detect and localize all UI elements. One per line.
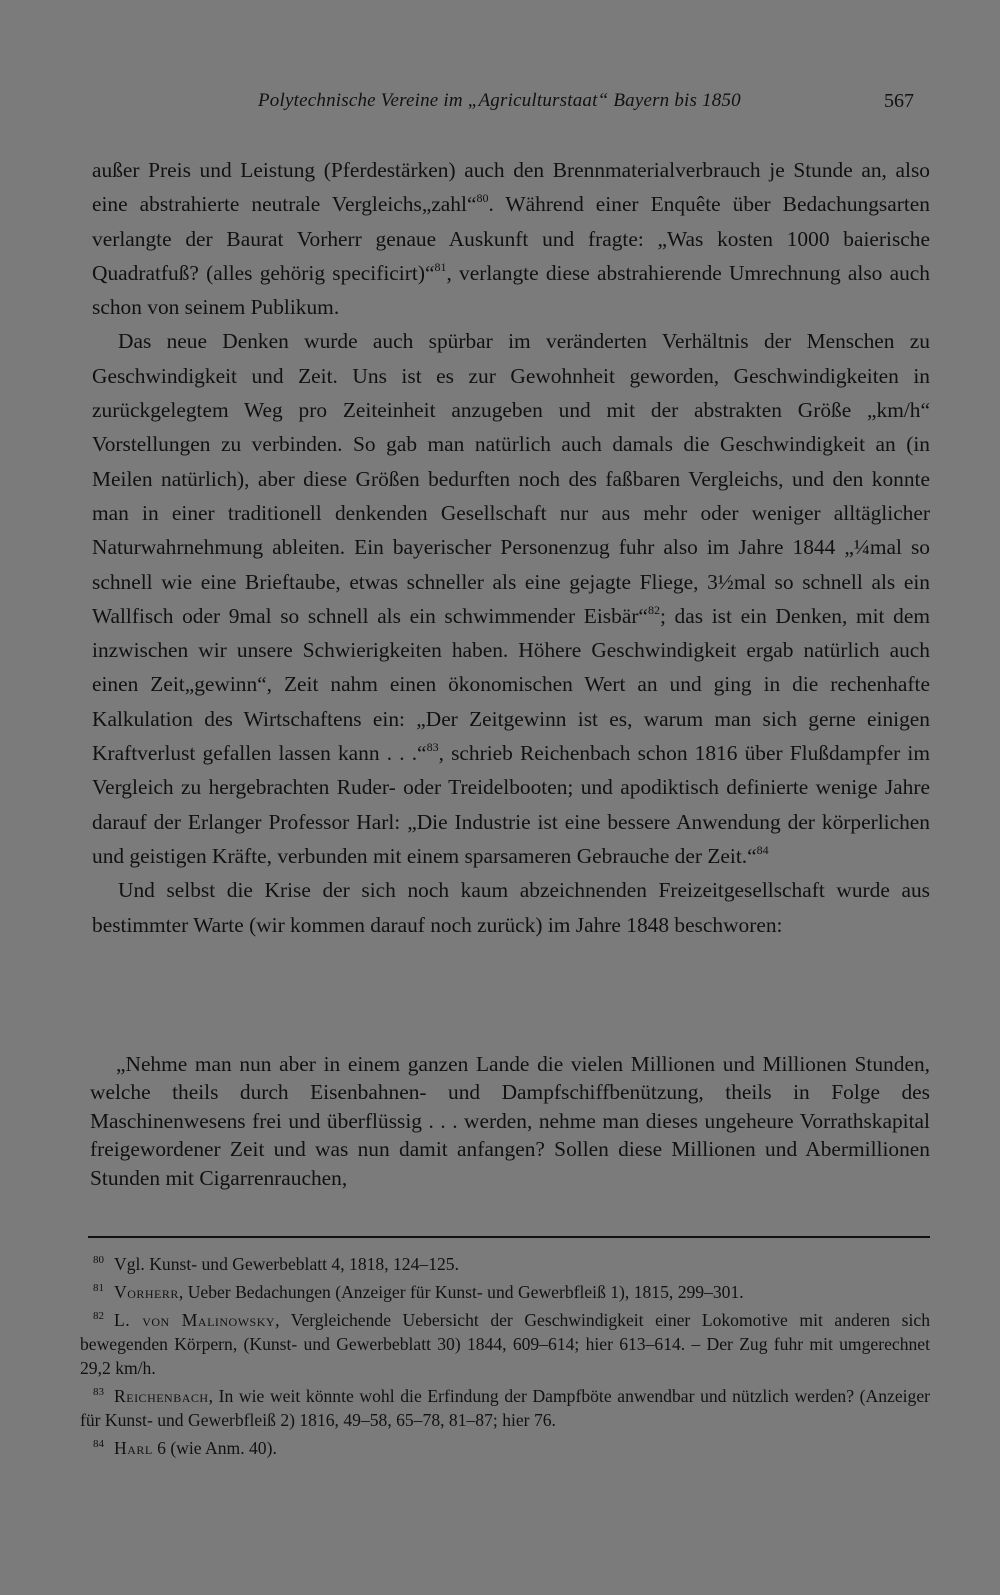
footnote-author: Reichenbach (114, 1386, 209, 1406)
footnote-text: Vgl. Kunst- und Gewerbeblatt 4, 1818, 124–125. (114, 1254, 459, 1274)
footnote-text: , Ueber Bedachungen (Anzeiger für Kunst- und Gewerbfleiß 1), 1815, 299–301. (178, 1282, 744, 1302)
footnote-author: Vorherr (114, 1282, 179, 1302)
footnote-text: , In wie weit könnte wohl die Erfindung der Dampfböte anwendbar und nützlich werden? (Anzeiger für Kunst- und Gewerbfleiß 2) 1816, 49–58, 65–78, 81–87; hier 76. (80, 1386, 930, 1430)
paragraph-1-text-c: , verlangte diese abstrahierende Umrechnung also auch schon von seinem Publikum. (92, 260, 930, 320)
page-number: 567 (884, 90, 914, 112)
footnote-text: 6 (wie Anm. 40). (152, 1438, 277, 1458)
footnote-ref-82[interactable]: 82 (647, 602, 660, 617)
paragraph-2-text-a: Das neue Denken wurde auch spürbar im veränderten Verhältnis der Menschen zu Geschwindigkeit und Zeit. Uns ist es zur Gewohnheit geworden, Geschwindigkeiten in zurückgelegtem Weg pro Zeiteinheit anzugeben und mit der abstrakten Größe „km/h“ Vorstellungen zu verbinden. So gab man natürlich auch damals die Geschwindigkeit an (in Meilen natürlich), aber diese Größen bedurften noch des faßbaren Vergleichs, und den konnte man in einer traditionell denkenden Gesellschaft nur aus mehr oder weniger alltäglicher Naturwahrnehmung ableiten. Ein bayerischer Personenzug fuhr also im Jahre 1844 „¼mal so schnell wie eine Brieftaube, etwas schneller als eine gejagte Fliege, 3½mal so schnell als ein Wallfisch oder 9mal so schnell als ein schwimmender Eisbär“ (92, 329, 930, 628)
footnote-ref-84[interactable]: 84 (756, 842, 769, 857)
paragraph-1-text-b: . Während einer Enquête über Bedachungsarten verlangte der Baurat Vorherr genaue Auskunft und fragte: „Was kosten 1000 baierische Quadratfuß? (alles gehörig specificirt)“ (92, 192, 930, 285)
footnote-author: L. von Malinowsky (114, 1310, 276, 1330)
footnote-divider (88, 1236, 930, 1238)
footnotes (80, 1252, 930, 1464)
paragraph-3: Und selbst die Krise der sich noch kaum abzeichnenden Freizeitgesellschaft wurde aus bestimmter Warte (wir kommen darauf noch zurück) im Jahre 1848 beschworen: (92, 878, 930, 937)
running-title: Polytechnische Vereine im „Agriculturstaat“ Bayern bis 1850 (258, 90, 741, 111)
footnote-84: 84 Harl 6 (wie Anm. 40). (93, 1438, 277, 1458)
footnote-ref-83[interactable]: 83 (426, 739, 439, 754)
paragraph-2-text-b: ; das ist ein Denken, mit dem inzwischen wir unsere Schwierigkeiten haben. Höhere Geschwindigkeit ergab natürlich auch einen Zeit„gewinn“, Zeit nahm einen ökonomischen Wert an und ging in die rechenhafte Kalkulation des Wirtschaftens ein: „Der Zeitgewinn ist es, warum man sich gerne einigen Kraftverlust gefallen lassen kann . . .“ (92, 603, 931, 766)
footnote-text: , Vergleichende Uebersicht der Geschwindigkeit einer Lokomotive mit anderen sich bewegenden Körpern, (Kunst- und Gewerbeblatt 30) 1844, 609–614; hier 613–614. – Der Zug fuhr mit umgerechnet 29,2 km/h. (80, 1310, 930, 1378)
footnote-ref-80[interactable]: 80 (476, 191, 489, 206)
paragraph-1-text-a: außer Preis und Leistung (Pferdestärken) auch den Brennmaterialverbrauch je Stunde an, also eine abstrahierte neutrale Vergleichs„zahl“ (92, 158, 930, 217)
footnote-author: Harl (114, 1438, 153, 1458)
footnote-83: 83 Reichenbach, In wie weit könnte wohl die Erfindung der Dampfböte anwendbar und nützlich werden? (Anzeiger für Kunst- und Gewerbfleiß 2) 1816, 49–58, 65–78, 81–87; hier 76. (80, 1386, 930, 1430)
footnote-80: 80 Vgl. Kunst- und Gewerbeblatt 4, 1818, 124–125. (93, 1254, 459, 1274)
block-quote: „Nehme man nun aber in einem ganzen Lande die vielen Millionen und Millionen Stunden, welche theils durch Eisenbahnen- und Dampfschiffbenützung, theils in Folge des Maschinenwesens frei und überflüssig . . . werden, nehme man dieses ungeheure Vorrathskapital freigewordener Zeit und was nun damit anfangen? Sollen diese Millionen und Abermillionen Stunden mit Cigarrenrauchen, (90, 1052, 930, 1190)
paragraph-2-text-c: , schrieb Reichenbach schon 1816 über Flußdampfer im Vergleich zu hergebrachten Ruder- oder Treidelbooten; und apodiktisch definierte wenige Jahre darauf der Erlanger Professor Harl: „Die Industrie ist eine bessere Anwendung der körperlichen und geistigen Kräfte, verbunden mit einem sparsameren Gebrauche der Zeit.“ (92, 741, 930, 868)
footnote-81: 81 Vorherr, Ueber Bedachungen (Anzeiger für Kunst- und Gewerbfleiß 1), 1815, 299–301. (93, 1282, 744, 1302)
footnote-82: 82 L. von Malinowsky, Vergleichende Uebersicht der Geschwindigkeit einer Lokomotive mit anderen sich bewegenden Körpern, (Kunst- und Gewerbeblatt 30) 1844, 609–614; hier 613–614. – Der Zug fuhr mit umgerechnet 29,2 km/h. (80, 1310, 930, 1378)
paragraph-1 (92, 153, 930, 324)
paragraph-2 (92, 324, 930, 873)
footnote-ref-81[interactable]: 81 (434, 259, 447, 274)
main-text (92, 153, 930, 942)
